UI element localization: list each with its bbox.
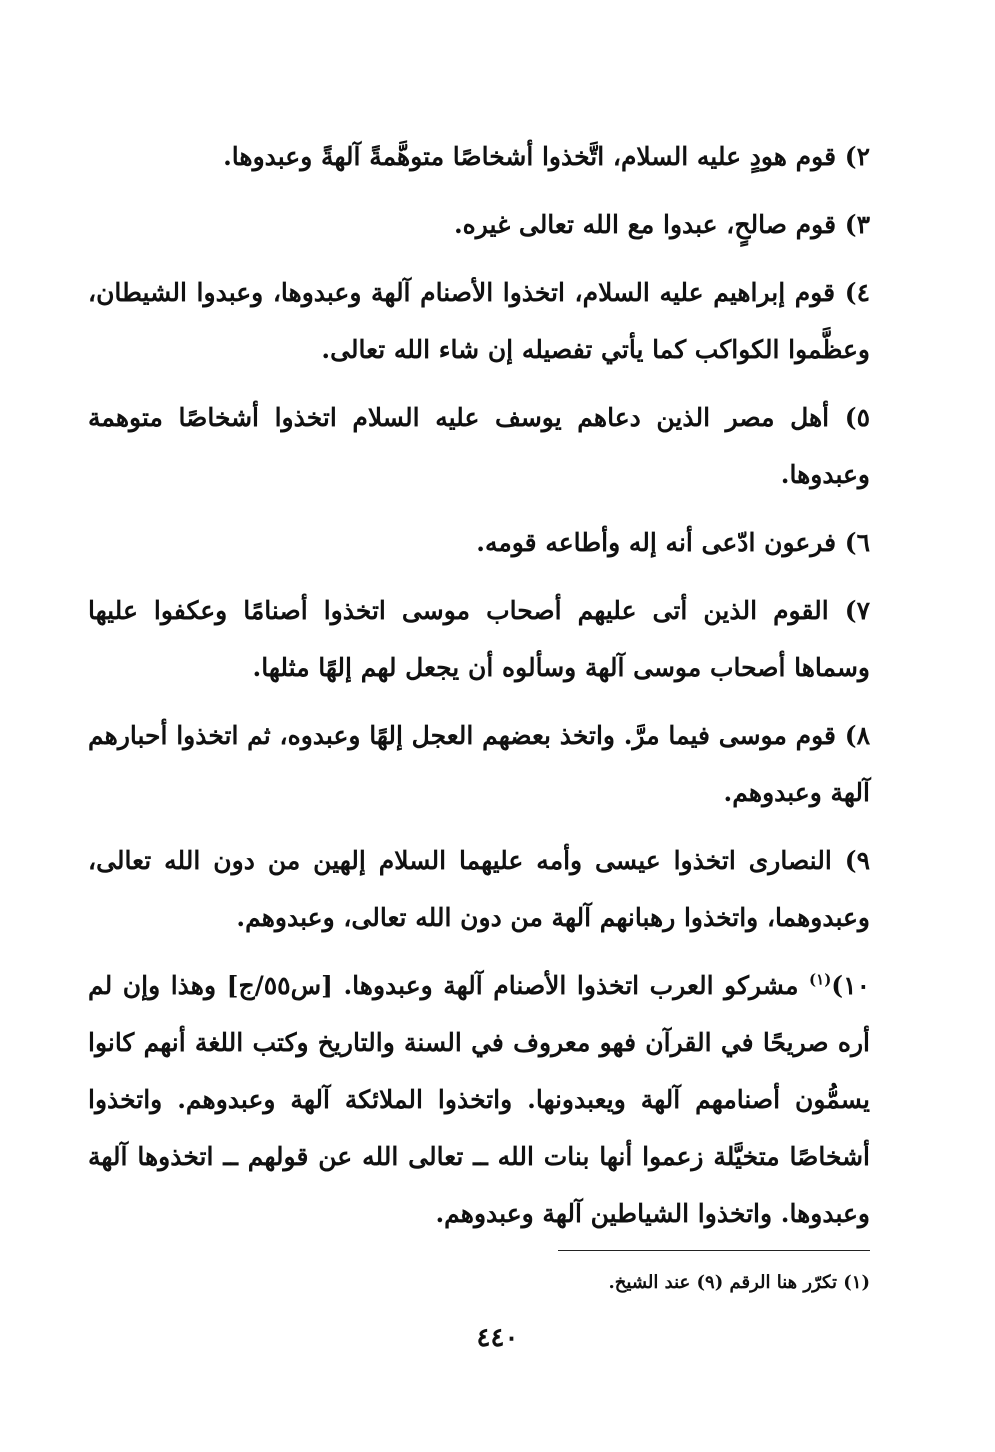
paragraph-8: ٨) قوم موسى فيما مرَّ. واتخذ بعضهم العجل إلهًا وعبدوه، ثم اتخذوا أحبارهم آلهة وعبدوهم. xyxy=(88,721,870,807)
paragraph-10 xyxy=(88,957,870,1242)
page-number: ٤٤٠ xyxy=(476,1323,519,1353)
paragraph-5: ٥) أهل مصر الذين دعاهم يوسف عليه السلام اتخذوا أشخاصًا متوهمة وعبدوها. xyxy=(88,403,870,489)
main-text xyxy=(88,128,870,1253)
paragraph-10-number: ١٠) xyxy=(831,971,870,1000)
footnote-marker[interactable]: (١) xyxy=(809,970,832,989)
paragraph-3: ٣) قوم صالحٍ، عبدوا مع الله تعالى غيره. xyxy=(453,210,870,239)
footnote: (١) تكرّر هنا الرقم (٩) عند الشيخ. xyxy=(608,1272,870,1293)
paragraph-7: ٧) القوم الذين أتى عليهم أصحاب موسى اتخذوا أصنامًا وعكفوا عليها وسماها أصحاب موسى آلهة وسألوه أن يجعل لهم إلهًا مثلها. xyxy=(88,596,870,682)
footnote-divider xyxy=(558,1250,870,1251)
paragraph-10-text: مشركو العرب اتخذوا الأصنام آلهة وعبدوها. [س٥٥/ج] وهذا وإن لم أره صريحًا في القرآن فهو معروف في السنة والتاريخ وكتب اللغة أنهم كانوا يسمُّون أصنامهم آلهة ويعبدونها. واتخذوا الملائكة آلهة وعبدوهم. واتخذوا أشخاصًا متخيَّلة زعموا أنها بنات الله ــ تعالى الله عن قولهم ــ اتخذوها آلهة وعبدوها. واتخذوا الشياطين آلهة وعبدوهم. xyxy=(88,971,870,1228)
paragraph-2: ٢) قوم هودٍ عليه السلام، اتَّخذوا أشخاصًا متوهَّمةً آلهةً وعبدوها. xyxy=(223,142,870,171)
paragraph-4: ٤) قوم إبراهيم عليه السلام، اتخذوا الأصنام آلهة وعبدوها، وعبدوا الشيطان، وعظَّموا الكواكب كما يأتي تفصيله إن شاء الله تعالى. xyxy=(88,278,870,364)
paragraph-9: ٩) النصارى اتخذوا عيسى وأمه عليهما السلام إلهين من دون الله تعالى، وعبدوهما، واتخذوا رهبانهم آلهة من دون الله تعالى، وعبدوهم. xyxy=(88,846,870,932)
paragraph-6: ٦) فرعون ادّعى أنه إله وأطاعه قومه. xyxy=(476,528,870,557)
